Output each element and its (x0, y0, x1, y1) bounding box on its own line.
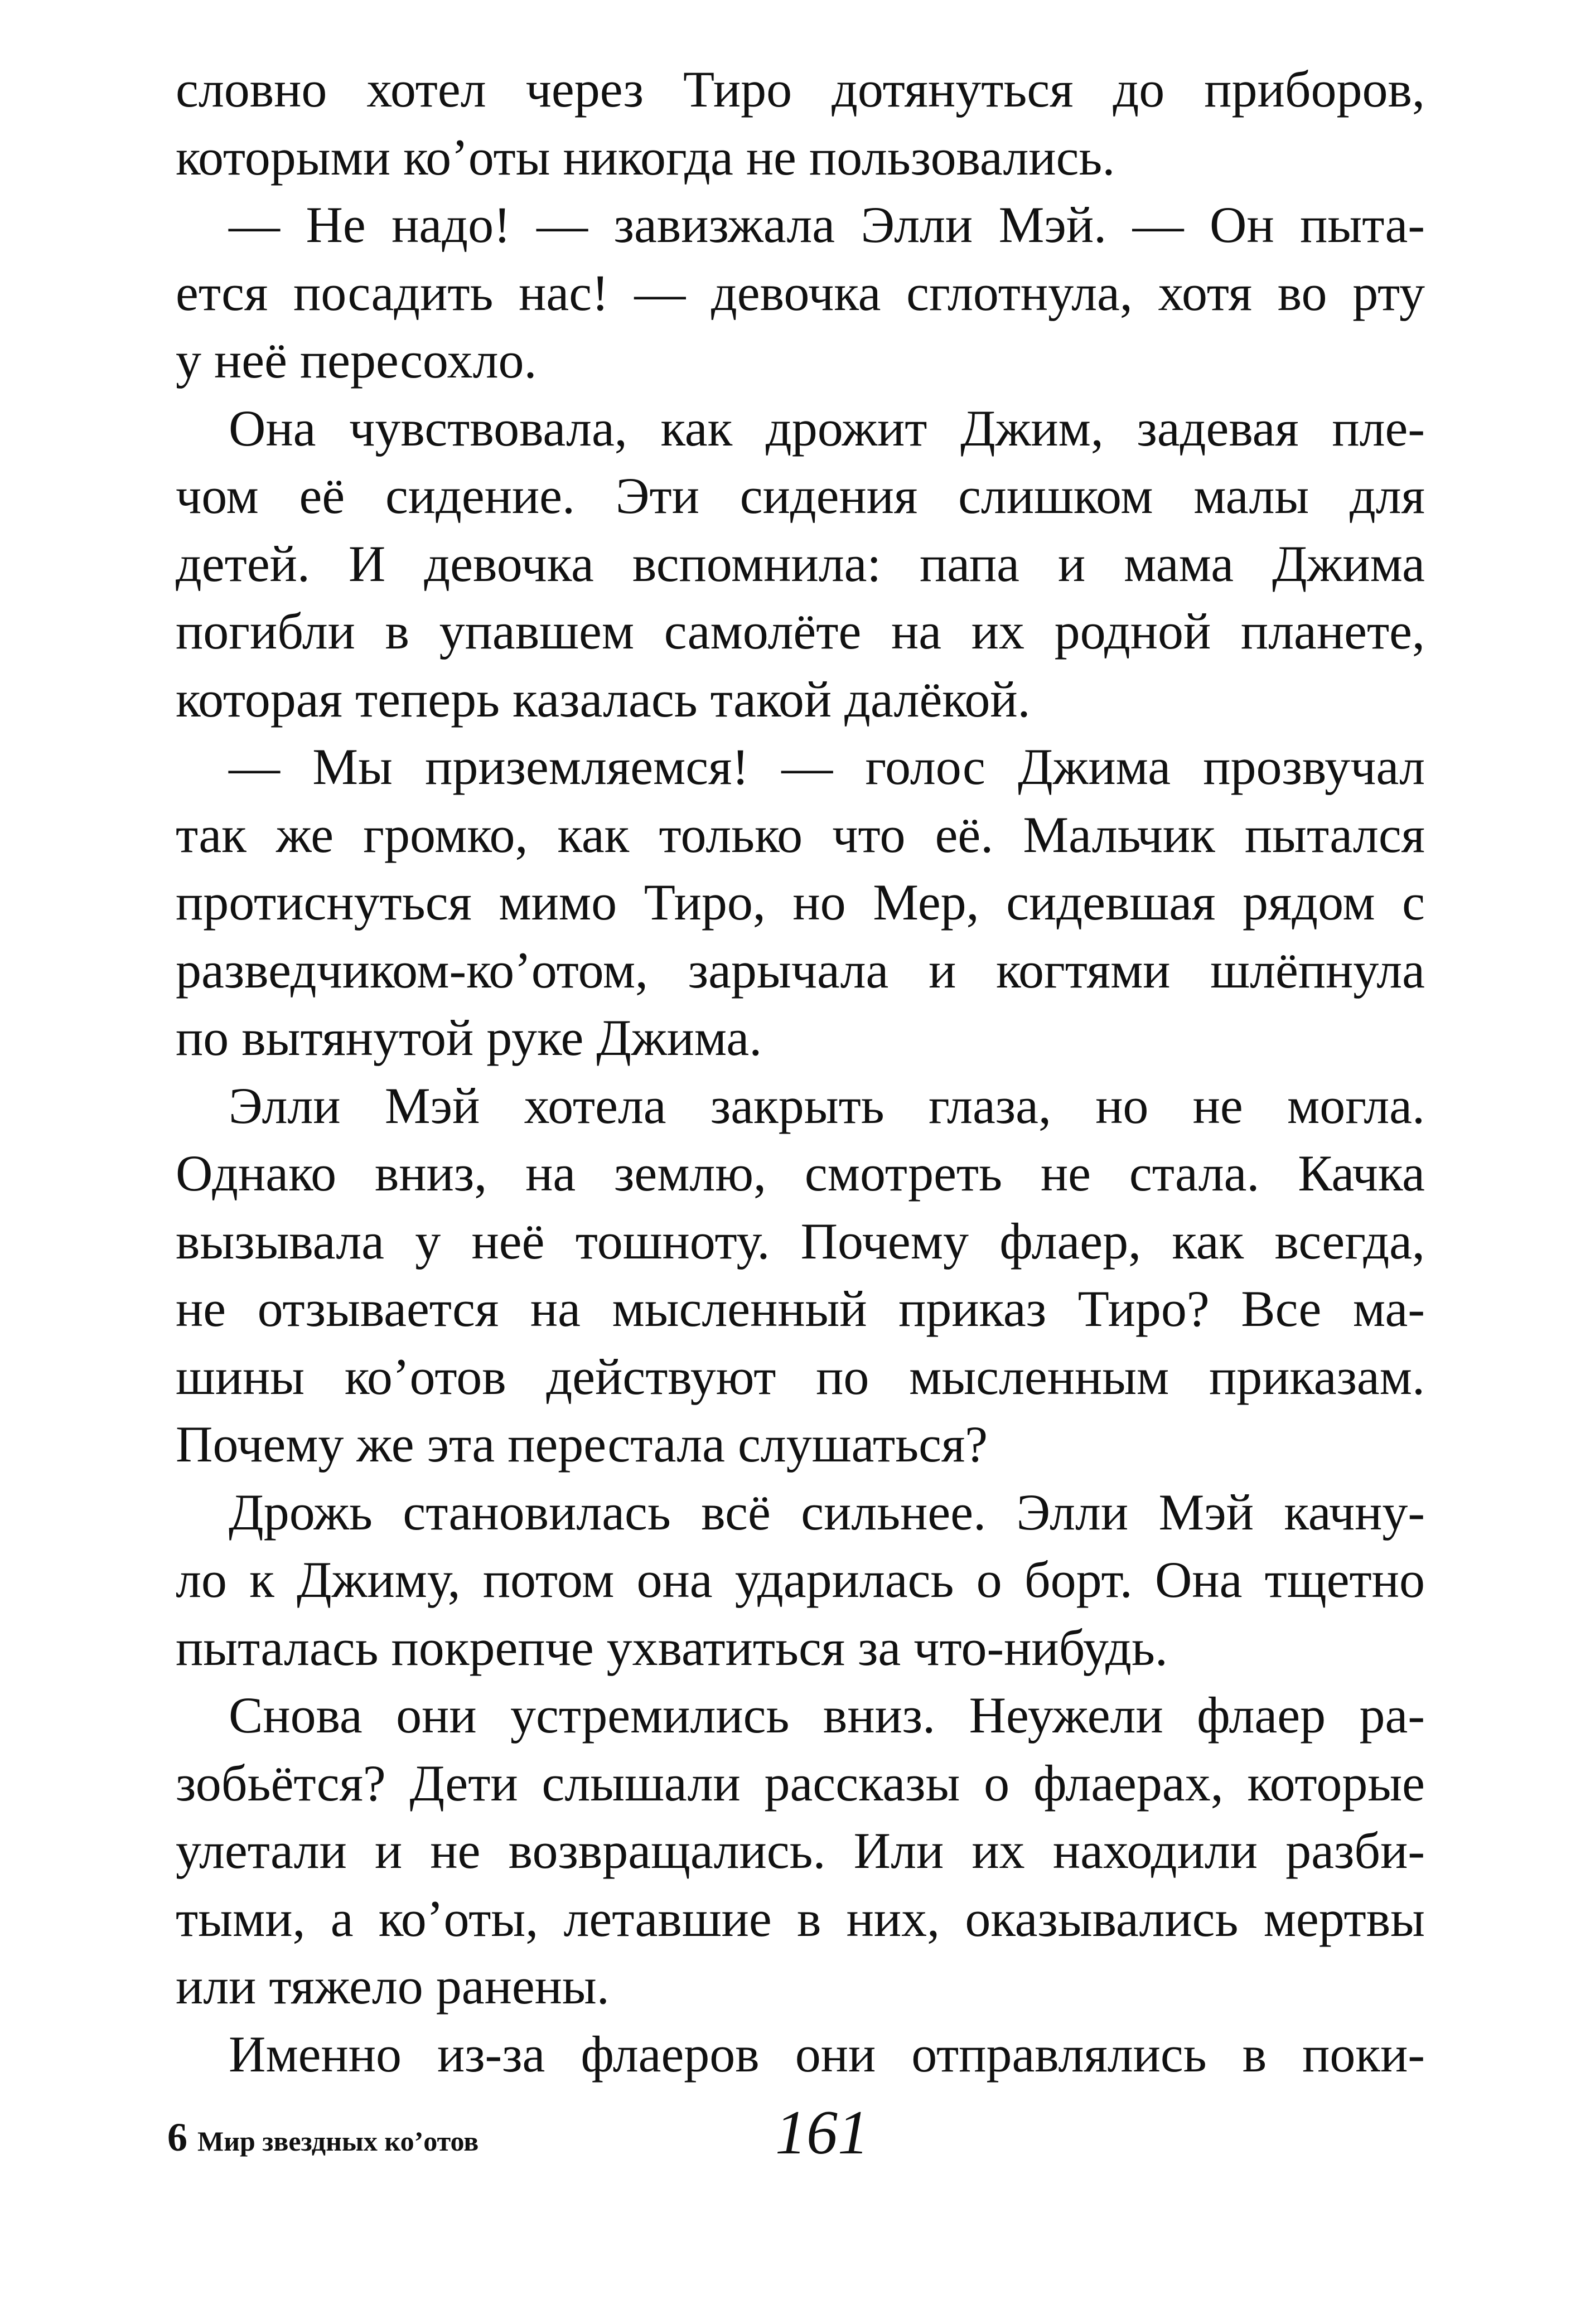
text-line: — Мы приземляемся! — голос Джима прозвучал (229, 738, 1425, 795)
text-line: у неё пересохло. (176, 332, 537, 389)
text-line: ется посадить нас! — девочка сглотнула, хотя во рту (176, 264, 1425, 321)
text-line: Элли Мэй хотела закрыть глаза, но не могла. (229, 1077, 1425, 1134)
body-text (176, 56, 1425, 2088)
text-line: зобьётся? Дети слышали рассказы о флаерах, которые (176, 1754, 1425, 1812)
text-line: погибли в упавшем самолёте на их родной планете, (176, 603, 1425, 660)
text-line: которыми ко’оты никогда не пользовались. (176, 128, 1115, 186)
text-line: Именно из-за флаеров они отправлялись в поки- (229, 2025, 1425, 2083)
text-line: или тяжело ранены. (176, 1958, 610, 2015)
signature-title: Мир звездных ко’отов (197, 2126, 479, 2157)
text-line: чом её сидение. Эти сидения слишком малы для (176, 467, 1425, 524)
text-line: улетали и не возвращались. Или их находили разби- (176, 1822, 1425, 1879)
text-line: Однако вниз, на землю, смотреть не стала. Качка (176, 1145, 1425, 1202)
text-line: пыталась покрепче ухватиться за что-нибудь. (176, 1619, 1168, 1676)
text-line: Дрожь становилась всё сильнее. Элли Мэй качну- (229, 1483, 1425, 1541)
text-line: тыми, а ко’оты, летавшие в них, оказывались мертвы (176, 1890, 1425, 1947)
page-footer (0, 2097, 1595, 2175)
text-line: вызывала у неё тошноту. Почему флаер, как всегда, (176, 1212, 1425, 1270)
text-line: Почему же эта перестала слушаться? (176, 1416, 988, 1473)
text-line: разведчиком-ко’отом, зарычала и когтями шлёпнула (176, 941, 1425, 999)
signature-number: 6 (167, 2115, 187, 2160)
text-line: словно хотел через Тиро дотянуться до приборов, (176, 61, 1425, 118)
text-line: которая теперь казалась такой далёкой. (176, 670, 1031, 728)
text-line: — Не надо! — завизжала Элли Мэй. — Он пыта- (229, 196, 1425, 253)
text-line: Снова они устремились вниз. Неужели флаер ра- (229, 1687, 1425, 1744)
text-line: не отзывается на мысленный приказ Тиро? Все ма- (176, 1280, 1425, 1337)
text-line: так же громко, как только что её. Мальчик пытался (176, 806, 1425, 863)
page-number: 161 (775, 2098, 869, 2167)
printer-signature (167, 2112, 478, 2166)
text-line: по вытянутой руке Джима. (176, 1009, 762, 1066)
text-line: детей. И девочка вспомнила: папа и мама Джима (176, 535, 1425, 592)
text-line: шины ко’отов действуют по мысленным приказам. (176, 1348, 1425, 1405)
text-line: Она чувствовала, как дрожит Джим, задевая пле- (229, 399, 1425, 457)
text-line: ло к Джиму, потом она ударилась о борт. Она тщетно (176, 1551, 1425, 1608)
text-line: протиснуться мимо Тиро, но Мер, сидевшая рядом с (176, 874, 1425, 931)
